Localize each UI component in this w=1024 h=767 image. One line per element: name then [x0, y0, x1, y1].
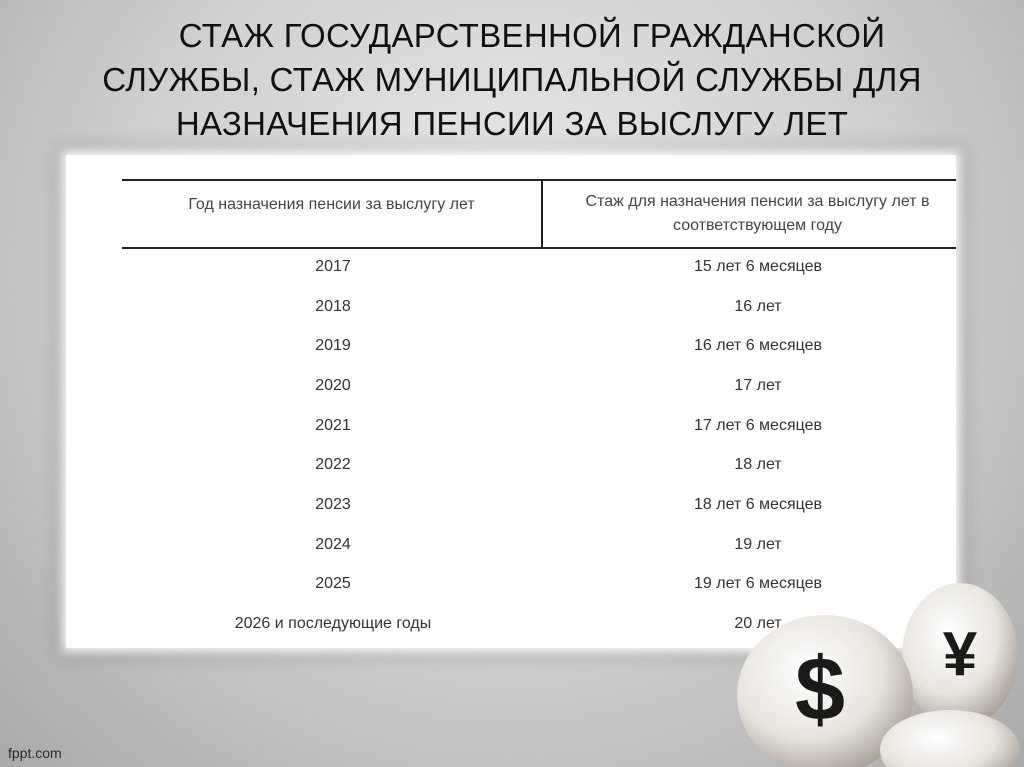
cell-stage: 17 лет 6 месяцев — [693, 416, 822, 434]
cell-stage: 19 лет 6 месяцев — [693, 575, 822, 593]
header-year: Год назначения пенсии за выслугу лет — [122, 181, 543, 247]
cell-stage: 20 лет — [734, 615, 782, 633]
cell-year: 2026 и последующие годы — [234, 615, 432, 633]
slide-title — [40, 14, 984, 146]
table-row — [122, 485, 956, 525]
yen-symbol: ¥ — [942, 620, 978, 689]
title-line-2: СЛУЖБЫ, СТАЖ МУНИЦИПАЛЬНОЙ СЛУЖБЫ ДЛЯ — [102, 61, 922, 98]
cell-year: 2019 — [315, 337, 351, 355]
title-line-3: НАЗНАЧЕНИЯ ПЕНСИИ ЗА ВЫСЛУГУ ЛЕТ — [175, 105, 849, 142]
brand-footer: fppt.com — [8, 745, 62, 761]
header-stage: Стаж для назначения пенсии за выслугу лет в соответствующем году — [585, 193, 930, 234]
cell-year: 2023 — [315, 495, 351, 513]
cell-stage: 16 лет 6 месяцев — [693, 337, 822, 355]
cell-stage: 18 лет 6 месяцев — [693, 495, 822, 513]
cell-year: 2022 — [315, 456, 351, 474]
cell-year: 2024 — [315, 535, 351, 553]
cell-stage: 19 лет — [734, 535, 782, 553]
money-coins-icon — [730, 575, 1024, 767]
table-header — [122, 179, 956, 249]
cell-stage: 18 лет — [734, 456, 782, 474]
table-row — [122, 247, 956, 287]
dollar-symbol: $ — [794, 640, 846, 740]
cell-stage: 16 лет — [734, 297, 782, 315]
cell-stage: 15 лет 6 месяцев — [693, 257, 822, 275]
cell-stage: 17 лет — [734, 376, 782, 394]
cell-year: 2021 — [315, 416, 351, 434]
table-row — [122, 406, 956, 446]
table-row — [122, 366, 956, 406]
title-line-1: СТАЖ ГОСУДАРСТВЕННОЙ ГРАЖДАНСКОЙ — [178, 17, 886, 54]
table-row — [122, 445, 956, 485]
cell-year: 2018 — [315, 297, 351, 315]
cell-year: 2017 — [315, 257, 351, 275]
cell-year: 2020 — [315, 376, 351, 394]
cell-year: 2025 — [315, 575, 351, 593]
table-row — [122, 326, 956, 366]
table-row — [122, 287, 956, 327]
table-row — [122, 525, 956, 565]
